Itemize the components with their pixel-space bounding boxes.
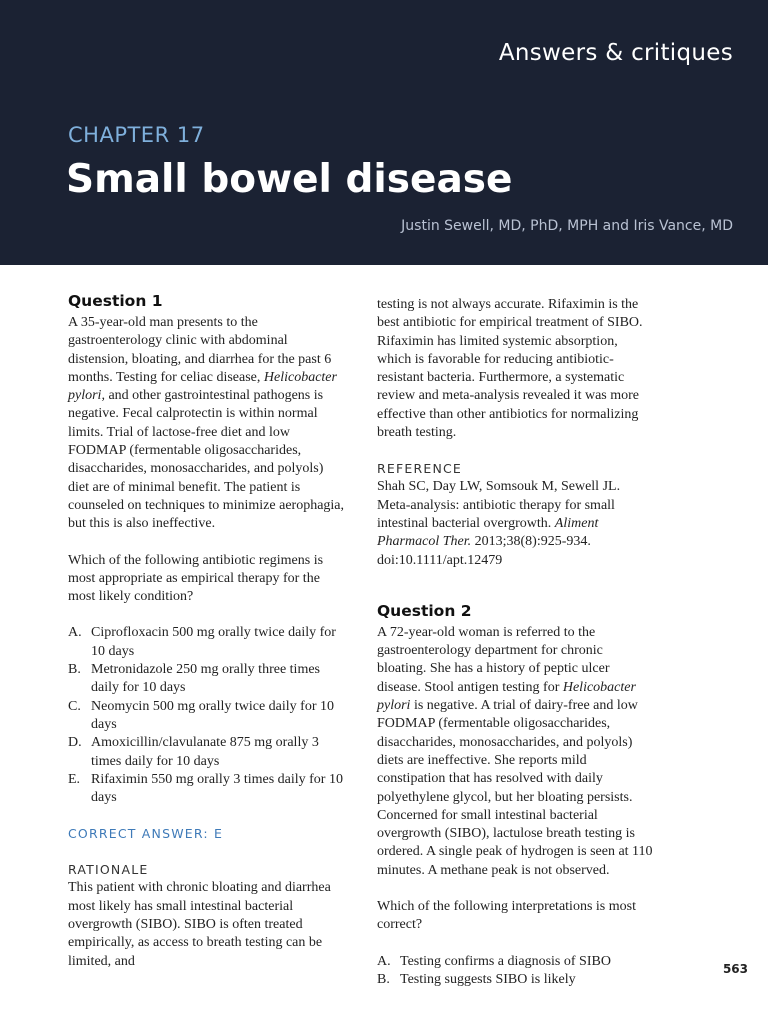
- section-label: Answers & critiques: [498, 40, 733, 66]
- question-2-heading: Question 2: [377, 601, 472, 620]
- option-a: A. Ciprofloxacin 500 mg orally twice daily for 10 days: [68, 625, 336, 659]
- rationale-label: RATIONALE: [68, 862, 149, 878]
- option-a: A. Testing confirms a diagnosis of SIBO: [377, 953, 611, 969]
- chapter-header: [0, 0, 768, 265]
- question-2-stem: A 72-year-old woman is referred to the gastroenterology department for chronic bloating. She has a history of peptic ulcer disease. Stool antigen testing for Helicobacter pylori is negative. A trial of dairy-free and low FODMAP (fermentable oligosaccharides, disaccharides, monosaccharides, and polyols) diets are ineffective. She reports mild constipation that has resolved with daily polyethylene glycol, but her bloating persists. Concerned for small intestinal bacterial overgrowth (SIBO), lactulose breath testing is ordered. A single peak of hydrogen is seen at 110 minutes. A methane peak is not observed.: [377, 624, 653, 878]
- rationale-text: This patient with chronic bloating and diarrhea most likely has small intestinal bacterial overgrowth (SIBO). SIBO is often treated empirically, as access to breath testing can be limited, and: [68, 880, 331, 969]
- option-b: B. Metronidazole 250 mg orally three times daily for 10 days: [68, 662, 320, 696]
- option-d: D. Amoxicillin/clavulanate 875 mg orally 3 times daily for 10 days: [68, 735, 319, 769]
- correct-answer: CORRECT ANSWER: E: [68, 826, 224, 842]
- option-e: E. Rifaximin 550 mg orally 3 times daily for 10 days: [68, 771, 343, 806]
- right-column: [377, 296, 655, 989]
- left-column: [68, 288, 346, 971]
- chapter-number: CHAPTER 17: [68, 123, 205, 147]
- reference-text: Shah SC, Day LW, Somsouk M, Sewell JL. Meta-analysis: antibiotic therapy for small intestinal bacterial overgrowth. Aliment Pharmacol Ther. 2013;38(8):925-934. doi:10.1111/apt.12479: [377, 479, 621, 568]
- option-b: B. Testing suggests SIBO is likely: [377, 971, 576, 987]
- question-1-heading: Question 1: [68, 292, 163, 310]
- question-1-stem: A 35-year-old man presents to the gastroenterology clinic with abdominal distension, bloating, and diarrhea for the past 6 months. Testing for celiac disease, Helicobacter pylori, and other gastrointestinal pathogens is negative. Fecal calprotectin is within normal limits. Trial of lactose-free diet and low FODMAP (fermentable oligosaccharides, disaccharides, monosaccharides, and polyols) diet are of minimal benefit. The patient is counseled on techniques to minimize aerophagia, but this is also ineffective.: [68, 315, 345, 532]
- page-number: 563: [722, 962, 748, 976]
- question-2-options: [377, 953, 655, 990]
- question-1-options: [68, 624, 346, 807]
- question-1-prompt: Which of the following antibiotic regimens is most appropriate as empirical therapy for the most likely condition?: [68, 552, 324, 605]
- reference-label: REFERENCE: [377, 461, 463, 477]
- option-c: C. Neomycin 500 mg orally twice daily for 10 days: [68, 698, 334, 732]
- chapter-title: Small bowel disease: [66, 157, 513, 202]
- question-2-prompt: Which of the following interpretations is most correct?: [377, 899, 636, 933]
- rationale-continued: testing is not always accurate. Rifaximin is the best antibiotic for empirical treatment of SIBO. Rifaximin has limited systemic absorption, which is favorable for reducing antibiotic-resistant bacteria. Furthermore, a systematic review and meta-analysis revealed it was more effective than other antibiotics for normalizing breath testing.: [377, 297, 643, 441]
- chapter-authors: Justin Sewell, MD, PhD, MPH and Iris Vance, MD: [401, 218, 733, 234]
